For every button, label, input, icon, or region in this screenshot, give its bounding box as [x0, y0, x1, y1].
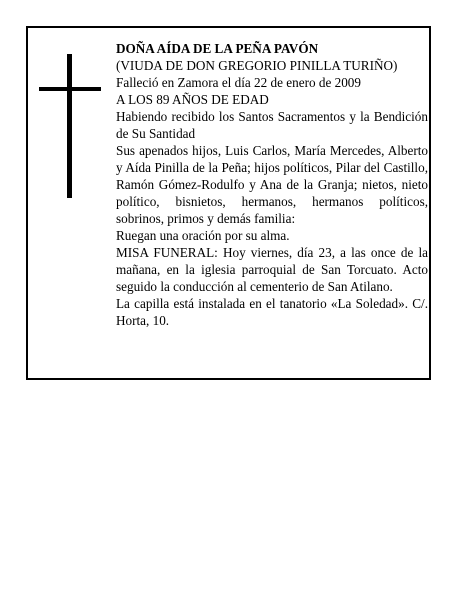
widow-of-line: (VIUDA DE DON GREGORIO PINILLA TURIÑO) [116, 58, 398, 73]
chapel-paragraph: La capilla está instalada en el tanatorio «La Soledad». C/. Horta, 10. [116, 296, 428, 328]
deceased-name: DOÑA AÍDA DE LA PEÑA PAVÓN [116, 41, 319, 56]
cross-vertical-bar [67, 54, 72, 198]
sacraments-paragraph: Habiendo recibido los Santos Sacramentos y la Bendición de Su Santidad [116, 109, 428, 141]
obituary-text [116, 40, 428, 329]
cross-icon [39, 54, 101, 198]
obituary-notice [26, 26, 431, 380]
prayer-line: Ruegan una oración por su alma. [116, 228, 290, 243]
death-line: Falleció en Zamora el día 22 de enero de 2009 [116, 75, 361, 90]
age-line: A LOS 89 AÑOS DE EDAD [116, 92, 269, 107]
funeral-paragraph: MISA FUNERAL: Hoy viernes, día 23, a las once de la mañana, en la iglesia parroquial de San Torcuato. Acto seguido la conducción al cementerio de San Atilano. [116, 245, 428, 294]
cross-horizontal-bar [39, 87, 101, 91]
family-paragraph: Sus apenados hijos, Luis Carlos, María Mercedes, Alberto y Aída Pinilla de la Peña; hijos políticos, Pilar del Castillo, Ramón Gómez-Rodulfo y Ana de la Granja; nietos, nieto político, bisnietos, hermanos, hermanos políticos, sobrinos, primos y demás familia: [116, 143, 428, 226]
